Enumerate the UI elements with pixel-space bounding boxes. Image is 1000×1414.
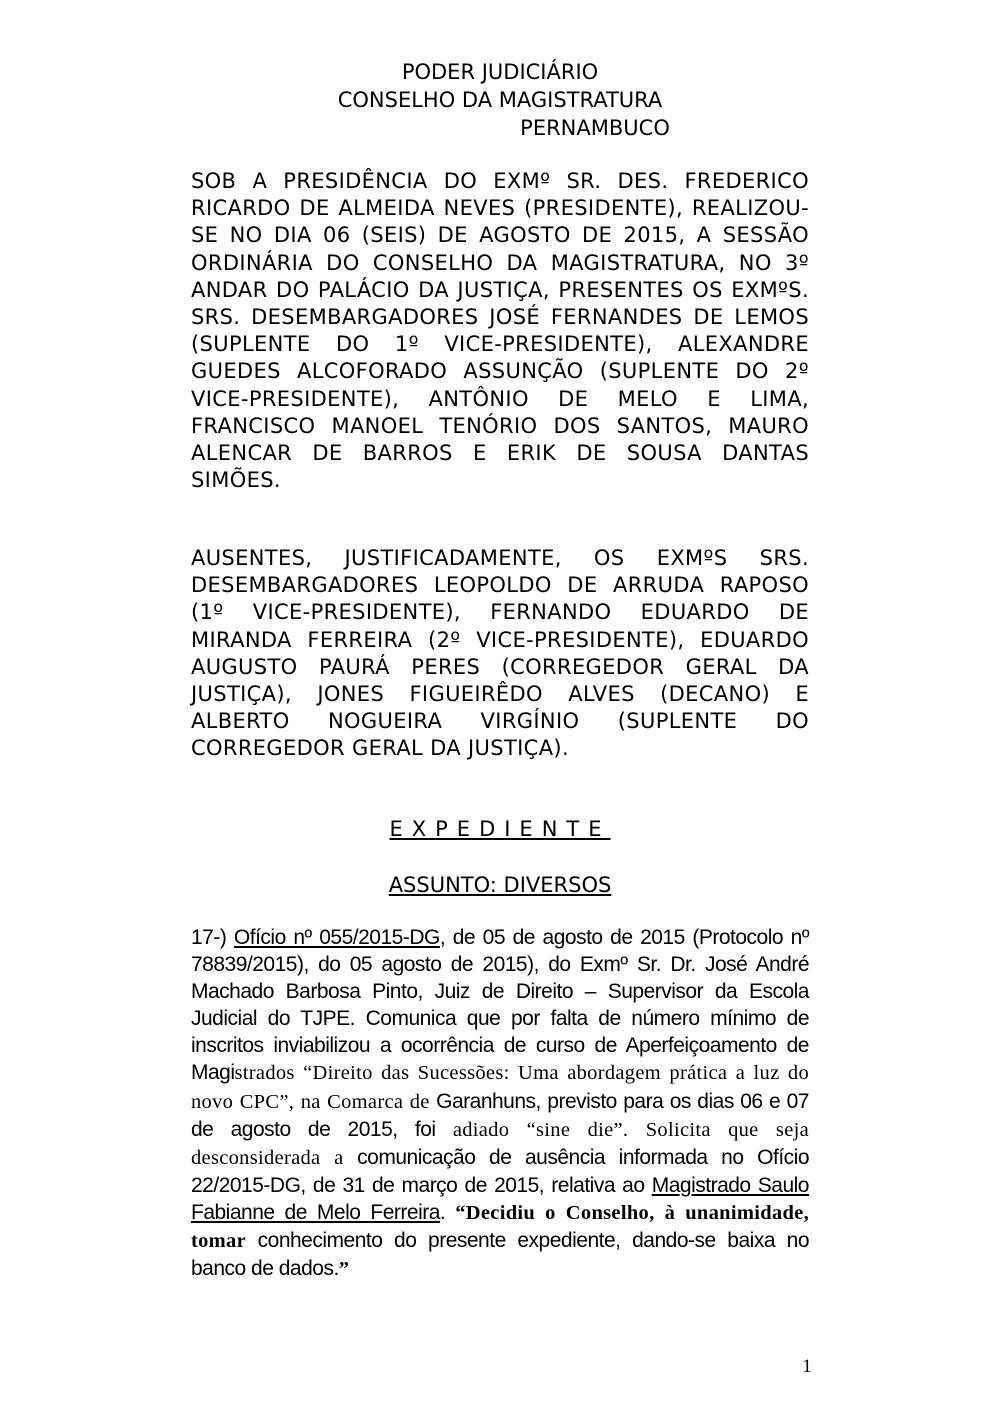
item-reference: Ofício nº 055/2015-DG (233, 926, 440, 949)
item-magistrate: Magistrado Saulo Fabianne de Melo Ferreira (191, 1173, 809, 1224)
absentees-paragraph: AUSENTES, JUSTIFICADAMENTE, OS EXMºS SRS. DESEMBARGADORES LEOPOLDO DE ARRUDA RAPOSO (1º VICE-PRESIDENTE), FERNANDO EDUARDO DE MIRANDA FERREIRA (2º VICE-PRESIDENTE), EDUARDO AUGUSTO PAURÁ PERES (CORREGEDOR GERAL DA JUSTIÇA), JONES FIGUEIRÊDO ALVES (DECANO) E ALBERTO NOGUEIRA VIRGÍNIO (SUPLENTE DO CORREGEDOR GERAL DA JUSTIÇA). (191, 546, 809, 761)
item-text-c: Garanhuns, previsto para os dias 06 e 07 de agosto de 2015, foi (191, 1089, 809, 1141)
subject-heading-text: ASSUNTO: DIVERSOS (388, 873, 612, 897)
header-poder-judiciario: PODER JUDICIÁRIO (401, 60, 599, 84)
subject-heading (191, 871, 809, 899)
header-conselho: CONSELHO DA MAGISTRATURA (337, 88, 663, 112)
item-text-b: strados “Direito das Sucessões: Uma abordagem prática a luz do novo CPC”, na Comarca de (191, 1062, 809, 1113)
item-text-e: comunicação de ausência informada no Ofício 22/2015-DG, de 31 de março de 2015, relativa ao (191, 1145, 810, 1197)
page-number: 1 (802, 1356, 812, 1377)
section-title-text: EXPEDIENTE (389, 817, 611, 841)
header-pernambuco: PERNAMBUCO (520, 116, 670, 140)
section-title (191, 815, 809, 843)
session-paragraph: SOB A PRESIDÊNCIA DO EXMº SR. DES. FREDERICO RICARDO DE ALMEIDA NEVES (PRESIDENTE), REALIZOU-SE NO DIA 06 (SEIS) DE AGOSTO DE 2015, A SESSÃO ORDINÁRIA DO CONSELHO DA MAGISTRATURA, NO 3º ANDAR DO PALÁCIO DA JUSTIÇA, PRESENTES OS EXMºS. SRS. DESEMBARGADORES JOSÉ FERNANDES DE LEMOS (SUPLENTE DO 1º VICE-PRESIDENTE), ALEXANDRE GUEDES ALCOFORADO ASSUNÇÃO (SUPLENTE DO 2º VICE-PRESIDENTE), ANTÔNIO DE MELO E LIMA, FRANCISCO MANOEL TENÓRIO DOS SANTOS, MAURO ALENCAR DE BARROS E ERIK DE SOUSA DANTAS SIMÕES. (191, 169, 809, 493)
item-text-d: adiado “sine die”. Solicita que seja desconsiderada a (191, 1118, 810, 1169)
item-decision-a: “Decidiu o Conselho, à unanimidade, tomar (191, 1201, 809, 1253)
agenda-item-17 (191, 924, 809, 1283)
item-text-a: , de 05 de agosto de 2015 (Protocolo nº 78839/2015), do 05 agosto de 2015), do Exmº Sr. Dr. José André Machado Barbosa Pinto, Juiz de Direito – Supervisor da Escola Judicial do TJPE. Comunica que por falta de número mínimo de inscritos inviabilizou a ocorrência de curso de Aperfeiçoamento de Magi (191, 926, 809, 1085)
document-header (0, 58, 1000, 142)
item-text-g: conhecimento do presente expediente, dando-se baixa no banco de dados. (191, 1229, 809, 1281)
item-text-f: . (439, 1200, 456, 1224)
item-number: 17-) (191, 926, 234, 949)
item-decision-b: ” (338, 1258, 350, 1281)
